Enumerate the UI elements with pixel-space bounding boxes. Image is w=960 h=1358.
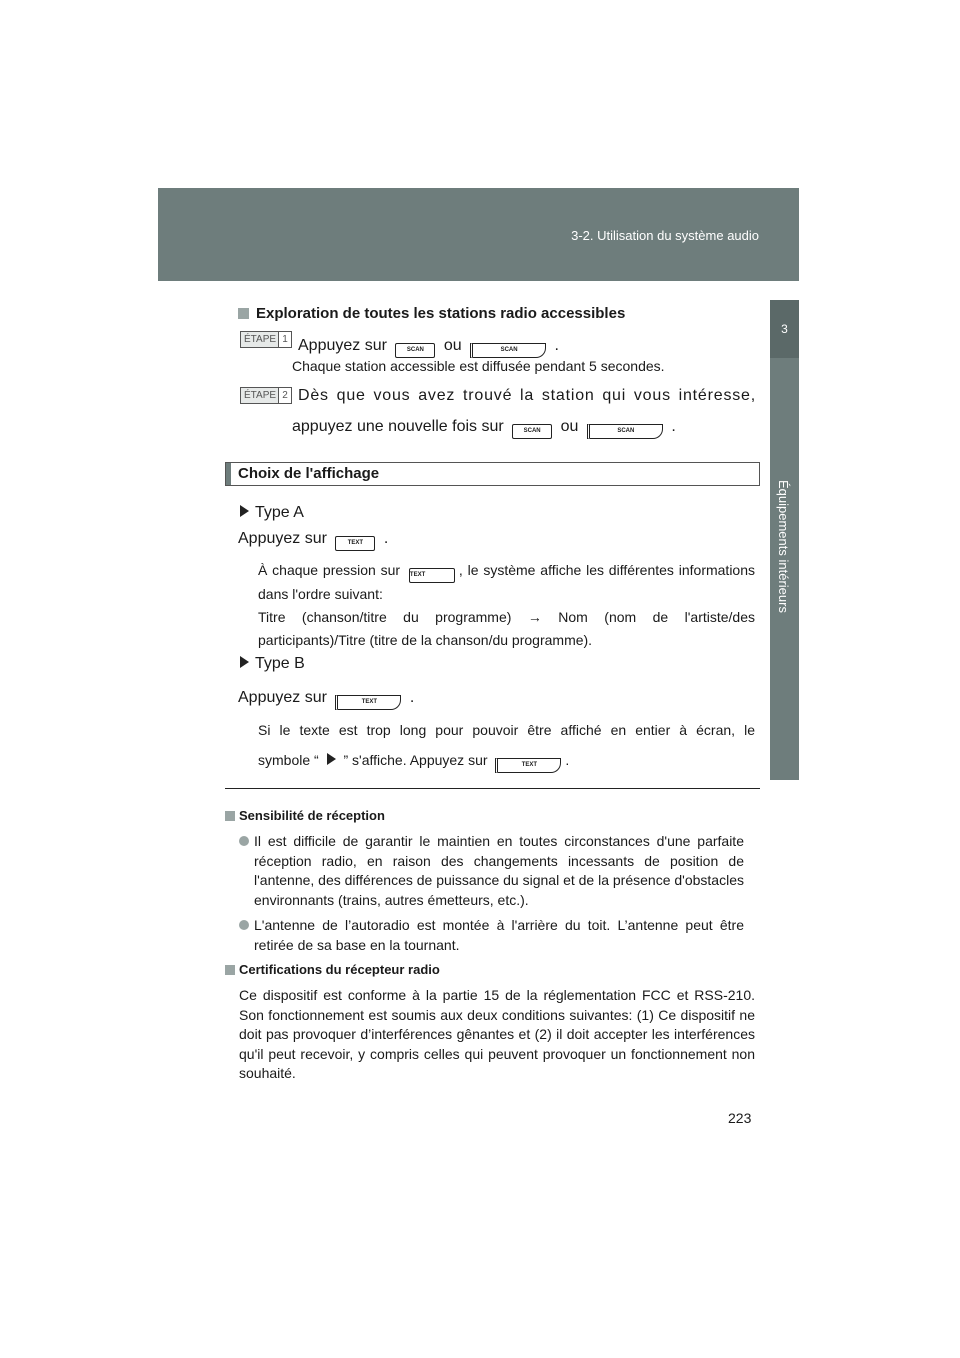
- text-steering-button: TEXT: [335, 695, 401, 710]
- step-badge: ÉTAPE 1: [240, 331, 292, 348]
- type-b-note2: symbole “ ” s'affiche. Appuyez sur TEXT .: [258, 752, 569, 773]
- sensitivity-bullet-2: L'antenne de l’autoradio est montée à l'arrière du toit. L’antenne peut être retirée de sa base en la tournant.: [254, 916, 744, 955]
- scan-steering-button: SCAN: [470, 343, 546, 358]
- type-a-note: À chaque pression sur TEXT , le système affiche les différentes informations dans l'ordre suivant:: [258, 562, 756, 602]
- step-2: ÉTAPE 2 Dès que vous avez trouvé la station qui vous intéresse,: [240, 387, 756, 405]
- type-b-press: Appuyez sur TEXT .: [238, 689, 414, 710]
- type-b-heading: Type B: [240, 655, 305, 673]
- chapter-label: Équipements intérieurs: [776, 480, 791, 613]
- step-1-note: Chaque station accessible est diffusée pendant 5 secondes.: [292, 358, 665, 374]
- box-accent: [226, 463, 231, 485]
- type-a-heading: Type A: [240, 504, 304, 522]
- chapter-number: 3: [770, 300, 799, 358]
- arrow-right-icon: [240, 656, 249, 668]
- scan-button: SCAN: [395, 343, 435, 358]
- sensitivity-heading: Sensibilité de réception: [225, 808, 385, 823]
- scan-button: SCAN: [512, 424, 552, 439]
- cert-text: Ce dispositif est conforme à la partie 15 de la réglementation FCC et RSS-210. Son fonctionnement est soumis aux deux conditions suivantes: (1) Ce dispositif ne doit pas provoquer d’interférences gênantes et (2) il doit accepter les interférences qu'il peut recevoir, y compris celles qui peuvent provoquer un fonctionnement non souhaité.: [239, 987, 755, 1081]
- display-choice-box: [225, 462, 760, 486]
- text-steering-button: TEXT: [495, 758, 561, 773]
- arrow-right-icon: [327, 753, 336, 765]
- cert-heading: Certifications du récepteur radio: [225, 962, 440, 977]
- square-bullet-icon: [225, 965, 235, 975]
- header-bar: [158, 188, 799, 281]
- header-title: 3-2. Utilisation du système audio: [571, 228, 759, 243]
- step-badge: ÉTAPE 2: [240, 387, 292, 404]
- scan-steering-button: SCAN: [587, 424, 663, 439]
- dot-bullet-icon: [239, 920, 249, 930]
- step-2-line2: appuyez une nouvelle fois sur SCAN ou SCAN .: [292, 418, 676, 439]
- square-bullet-icon: [225, 811, 235, 821]
- chapter-sidetab: [770, 300, 799, 780]
- square-bullet-icon: [238, 308, 249, 319]
- step-1: ÉTAPE 1 Appuyez sur SCAN ou SCAN .: [240, 331, 559, 358]
- dot-bullet-icon: [239, 836, 249, 846]
- text-button: TEXT: [409, 568, 455, 583]
- type-a-order: Titre (chanson/titre du programme) → Nom (nom de l'artiste/des participants)/Titre (titre de la chanson/du programme).: [258, 609, 755, 648]
- page-number: 223: [728, 1110, 752, 1126]
- box-title: Choix de l'affichage: [238, 465, 380, 482]
- sensitivity-bullet-1: Il est difficile de garantir le maintien en toutes circonstances d'une parfaite réception radio, en raison des changements incessants de position de l'antenne, des différences de puissance du signal et de la présence d'obstacles environnants (trains, autres émetteurs, etc.).: [254, 832, 744, 910]
- arrow-right-icon: [240, 505, 249, 517]
- section-title: Exploration de toutes les stations radio accessibles: [238, 305, 625, 322]
- type-b-note: Si le texte est trop long pour pouvoir être affiché en entier à écran, le: [258, 722, 755, 738]
- text-button: TEXT: [335, 536, 375, 551]
- divider: [225, 788, 760, 789]
- type-a-press: Appuyez sur TEXT .: [238, 530, 388, 551]
